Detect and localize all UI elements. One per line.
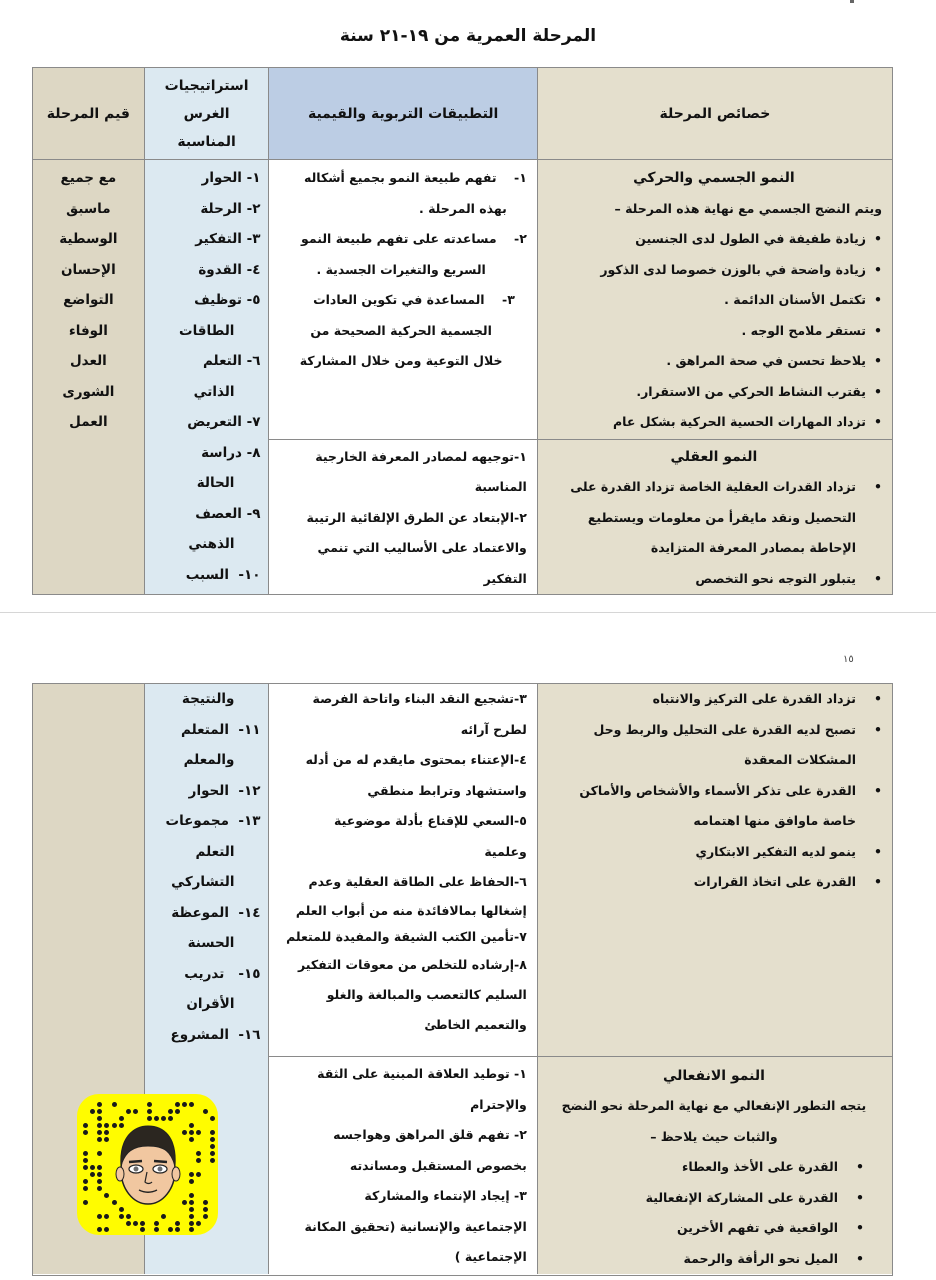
table-body-row bbox=[33, 160, 892, 594]
page-number: ١٥ bbox=[843, 654, 854, 665]
application-line: ٤-الإعتناء بمحتوى مايقدم له من أدله bbox=[305, 752, 527, 767]
physical-bullet: • تستقر ملامح الوجه . bbox=[546, 316, 882, 347]
value-item: الإحسان bbox=[60, 261, 116, 278]
application-line: التفكير bbox=[483, 570, 527, 586]
strategy-item-cont: والمعلم bbox=[183, 752, 235, 768]
application-line: وعلمية bbox=[484, 843, 527, 859]
application-line: واستشهاد وترابط منطقي bbox=[367, 782, 527, 798]
mental-bullet: • ينمو لديه التفكير الابتكاري bbox=[546, 837, 882, 868]
emotional-bullet: • القدرة على المشاركة الإنفعالية bbox=[546, 1183, 864, 1214]
strategy-item-cont: الذهني bbox=[188, 536, 235, 552]
strategy-item: ١١- المتعلم bbox=[180, 721, 261, 738]
value-item: التواضع bbox=[63, 292, 114, 308]
strategy-item: ١٣- مجموعات bbox=[165, 813, 261, 829]
physical-bullet: • يقترب النشاط الحركي من الاستقرار. bbox=[546, 377, 882, 408]
applications-cell bbox=[268, 160, 536, 594]
strategy-item-cont: التعلم bbox=[195, 843, 235, 860]
application-line: الإجتماعية ) bbox=[454, 1249, 527, 1264]
mental-section-cont bbox=[538, 684, 892, 1057]
strategy-item: ٨- دراسة bbox=[201, 444, 261, 461]
value-item: الشورى bbox=[62, 383, 115, 400]
header-applications: التطبيقات التربوية والقيمية bbox=[268, 68, 536, 159]
physical-section-title: النمو الجسمي والحركي bbox=[633, 170, 795, 186]
strategy-item-cont: الأقران bbox=[186, 996, 235, 1012]
avatar-face-icon bbox=[115, 1124, 181, 1210]
strategy-item: ٦- التعلم bbox=[202, 353, 261, 369]
application-line: والاعتماد على الأساليب التي تنمي bbox=[317, 540, 527, 555]
application-line: ٣-تشجيع النقد البناء واتاحة الفرصة bbox=[312, 691, 527, 706]
strategy-item-cont: الذاتي bbox=[193, 383, 235, 400]
strategies-list bbox=[145, 160, 269, 590]
application-line: ٢- تفهم قلق المراهق وهواجسه bbox=[333, 1127, 527, 1142]
mental-applications bbox=[269, 440, 536, 595]
application-line: ١- تفهم طبيعة النمو بجميع أشكاله bbox=[303, 170, 527, 185]
value-item: مع جميع bbox=[60, 170, 117, 186]
application-line: الإجتماعية والإنسانية (تحقيق المكانة bbox=[304, 1218, 527, 1234]
applications-cell bbox=[268, 684, 536, 1274]
mental-section bbox=[538, 440, 892, 595]
mental-bullet: • يتبلور التوجه نحو التخصص bbox=[546, 564, 882, 595]
strategy-item-cont: الحسنة bbox=[187, 935, 235, 951]
application-line: الجسمية الحركية الصحيحة من bbox=[310, 322, 492, 338]
physical-bullet: • تزداد المهارات الحسية الحركية بشكل عام bbox=[546, 407, 882, 438]
strategy-item: ٣- التفكير bbox=[195, 231, 261, 247]
value-item: الوفاء bbox=[68, 322, 108, 339]
snapcode-qr-image bbox=[77, 1094, 218, 1235]
mental-bullet: • تصبح لديه القدرة على التحليل والربط وحل المشكلات المعقدة bbox=[546, 715, 882, 776]
application-line: ١- توطيد العلاقة المبنية على الثقة bbox=[317, 1066, 527, 1081]
strategy-item: ١- الحوار bbox=[201, 170, 261, 186]
physical-intro: ويتم النضج الجسمي مع نهاية هذه المرحلة – bbox=[614, 200, 882, 216]
strategies-cell bbox=[144, 160, 269, 594]
strategy-item-cont: الطاقات bbox=[179, 322, 235, 339]
application-line: ٣- إيجاد الإنتماء والمشاركة bbox=[364, 1188, 527, 1203]
emotional-intro: يتجه التطور الإنفعالي مع نهاية المرحلة نحو النضج والثبات حيث يلاحظ – bbox=[561, 1098, 867, 1144]
strategies-list bbox=[145, 684, 269, 1050]
page-divider bbox=[0, 612, 936, 613]
emotional-bullet: • الواقعية في تفهم الأخرين bbox=[546, 1213, 864, 1244]
application-line: ٥-السعي للإقناع بأدلة موضوعية bbox=[334, 813, 527, 828]
physical-bullet: • يلاحظ تحسن في صحة المراهق . bbox=[546, 346, 882, 377]
physical-section bbox=[538, 160, 892, 440]
strategy-item: ١٤- الموعظة bbox=[171, 904, 261, 921]
physical-applications bbox=[269, 160, 536, 440]
strategy-item-cont: التشاركي bbox=[171, 874, 235, 890]
application-line: خلال التوعية ومن خلال المشاركة bbox=[299, 353, 503, 368]
strategy-item: ١٢- الحوار bbox=[188, 782, 261, 799]
application-line: ١-توجيهه لمصادر المعرفة الخارجية bbox=[315, 448, 527, 464]
emotional-bullet: • الميل نحو الرأفة والرحمة bbox=[546, 1244, 864, 1275]
physical-bullet: • تكتمل الأسنان الدائمة . bbox=[546, 285, 882, 316]
application-line: ٢- مساعدته على تفهم طبيعة النمو bbox=[301, 231, 527, 246]
strategy-item: ٧- التعريض bbox=[187, 414, 261, 430]
emotional-applications bbox=[269, 1057, 536, 1274]
mental-bullet: • القدرة على تذكر الأسماء والأشخاص والأماكن خاصة ماوافق منها اهتمامه bbox=[546, 776, 882, 837]
application-line: ٧-تأمين الكتب الشيقة والمفيدة للمتعلم bbox=[286, 928, 527, 944]
mental-section-title: النمو العقلي bbox=[670, 448, 758, 465]
value-item: العدل bbox=[69, 353, 107, 369]
strategy-item: ٩- العصف bbox=[195, 505, 261, 522]
strategy-item: ٢- الرحلة bbox=[200, 200, 261, 217]
application-line: المناسبة bbox=[474, 479, 527, 494]
application-line: والتعميم الخاطئ bbox=[424, 1016, 527, 1032]
table-header-row bbox=[33, 68, 892, 160]
application-line: ٢-الإبتعاد عن الطرق الإلقائية الرتيبة bbox=[306, 509, 527, 525]
header-strategies-label: استراتيجيات الغرس المناسبة bbox=[164, 77, 249, 150]
page-title: المرحلة العمرية من ١٩-٢١ سنة bbox=[339, 26, 597, 46]
scan-mark bbox=[850, 0, 854, 3]
application-line: لطرح آرائه bbox=[460, 721, 527, 737]
strategy-item-cont: الحالة bbox=[196, 475, 235, 491]
application-line: ٣- المساعدة في تكوين العادات bbox=[313, 292, 515, 307]
header-values: قيم المرحلة bbox=[33, 68, 144, 159]
value-item: ماسبق bbox=[66, 200, 111, 217]
characteristics-cell bbox=[537, 684, 892, 1274]
values-list bbox=[33, 160, 144, 438]
physical-bullet: • زيادة واضحة في بالوزن خصوصا لدى الذكور bbox=[546, 255, 882, 286]
characteristics-cell bbox=[537, 160, 892, 594]
application-line: السليم كالتعصب والمبالغة والغلو bbox=[326, 986, 527, 1002]
stage-table-page1 bbox=[32, 67, 893, 595]
application-line: ٦-الحفاظ على الطاقة العقلية وعدم bbox=[308, 874, 527, 889]
mental-bullet: • تزداد القدرات العقلية الخاصة تزداد القدرة على التحصيل ونقد مايقرأ من معلومات ويستطيع الإحاطة بمصادر المعرفة المتزايدة bbox=[546, 472, 882, 564]
application-line: السريع والتغيرات الجسدية . bbox=[316, 261, 486, 277]
strategy-item: ١٥- تدريب bbox=[184, 965, 261, 982]
strategy-item: ٤- القدوة bbox=[198, 261, 261, 278]
physical-bullet: • زيادة طفيفة في الطول لدى الجنسين bbox=[546, 224, 882, 255]
header-strategies bbox=[144, 68, 269, 159]
value-item: العمل bbox=[69, 414, 108, 430]
strategy-item: ١٠- السبب bbox=[185, 566, 261, 583]
mental-bullet: • تزداد القدرة على التركيز والانتباه bbox=[546, 684, 882, 715]
strategy-item: ٥- توظيف bbox=[194, 292, 261, 308]
value-item: الوسطية bbox=[59, 231, 118, 247]
application-line: والإحترام bbox=[470, 1096, 527, 1112]
header-characteristics: خصائص المرحلة bbox=[537, 68, 892, 159]
values-cell bbox=[33, 160, 144, 594]
application-line: بهذه المرحلة . bbox=[419, 200, 507, 216]
application-line: إشغالها بمالافائدة منه من أبواب العلم bbox=[295, 902, 527, 918]
application-line: ٨-إرشاده للتخلص من معوقات التفكير bbox=[297, 956, 527, 972]
strategy-item-cont: والنتيجة bbox=[181, 691, 235, 707]
strategy-item: ١٦- المشروع bbox=[170, 1026, 261, 1043]
application-line: بخصوص المستقبل ومساندته bbox=[349, 1157, 527, 1173]
emotional-section bbox=[538, 1057, 892, 1275]
emotional-bullet: • القدرة على الأخذ والعطاء bbox=[546, 1152, 864, 1183]
mental-applications-cont bbox=[269, 684, 536, 1057]
mental-bullet: • القدرة على اتخاذ القرارات bbox=[546, 867, 882, 898]
emotional-section-title: النمو الانفعالي bbox=[662, 1067, 765, 1084]
